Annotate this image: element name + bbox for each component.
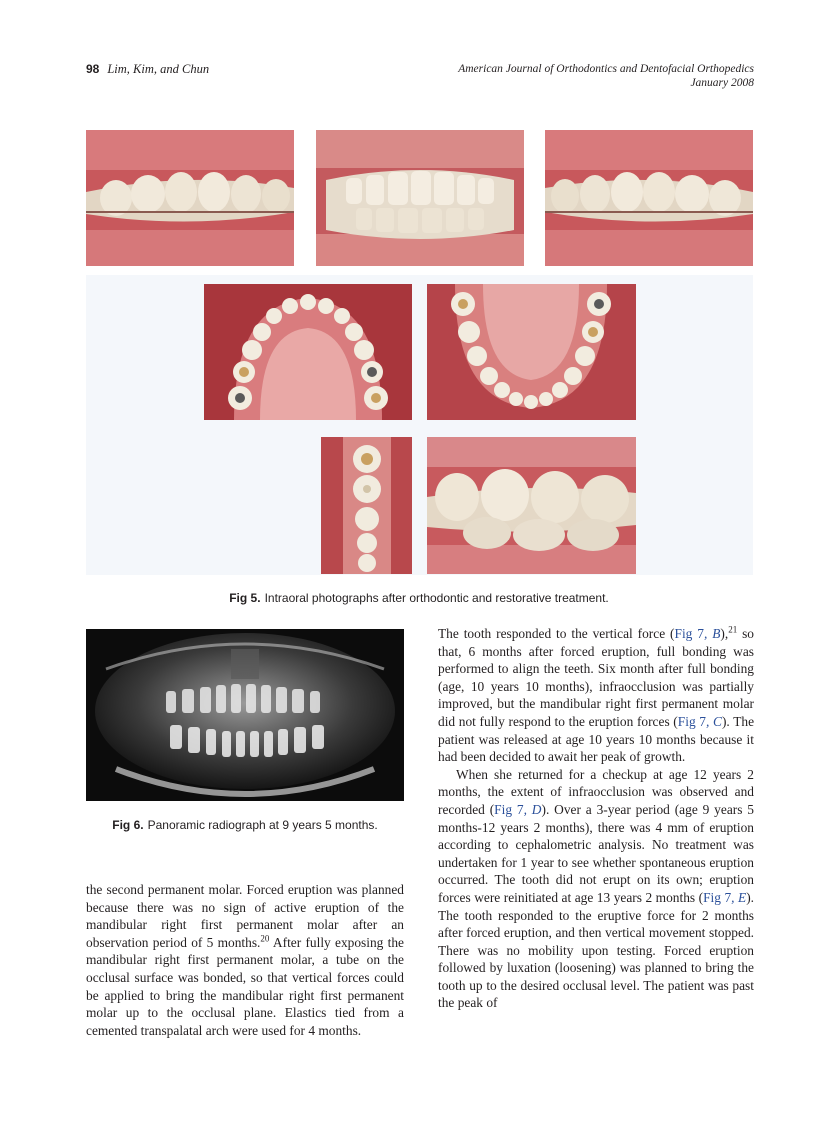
page-number: 98 [86, 62, 100, 76]
photo-frontal [316, 130, 524, 266]
figure6-panoramic-radiograph [86, 629, 404, 801]
figure5-plate-background [86, 275, 753, 575]
figure6-label: Fig 6. [112, 818, 144, 832]
citation-20[interactable]: 20 [260, 933, 270, 944]
figure5-caption [0, 591, 838, 605]
running-header-right [458, 62, 754, 90]
photo-right-buccal [86, 130, 294, 266]
figure-link-7e[interactable]: Fig 7, E [703, 889, 747, 905]
figure5-label: Fig 5. [229, 591, 261, 605]
paragraph: The tooth responded to the vertical force (Fig 7, B),$^{21}$ so that, 6 months after forced eruption, full bonding was performed to align the teeth. Six month after full bonding (age, 10 years 10 months), infraocclusion was partially improved, but the mandibular right first permanent molar did not fully respond to the eruption forces (Fig 7, C). The patient was released at age 10 years 10 months because it had been decided to await her peak of growth. [438, 624, 755, 765]
body-column-right [438, 625, 754, 1012]
photo-mandibular-right-closeup [321, 437, 412, 574]
figure5-caption-text: Intraoral photographs after orthodontic and restorative treatment. [264, 591, 609, 605]
photo-right-buccal-closeup [427, 437, 636, 574]
figure-link-7c[interactable]: Fig 7, C [677, 713, 722, 729]
issue-date: January 2008 [690, 77, 754, 89]
running-authors: Lim, Kim, and Chun [107, 62, 210, 76]
running-header-left [86, 62, 209, 77]
photo-left-buccal [545, 130, 753, 266]
figure6-caption [86, 818, 404, 832]
figure-link-7b[interactable]: Fig 7, B [674, 626, 721, 641]
photo-maxillary-occlusal [204, 284, 412, 420]
journal-title: American Journal of Orthodontics and Dentofacial Orthopedics [458, 63, 754, 75]
paragraph: When she returned for a checkup at age 12 years 2 months, the extent of infraocclusion was observed and recorded (Fig 7, D). Over a 3-year period (age 9 years 5 months-12 years 2 months), there was 4 mm of eruption according to cephalometric analysis. No treatment was undertaken for 1 year to see whether spontaneous eruption occurred. The tooth did not erupt on its own; eruption forces were reinitiated at age 13 years 2 months (Fig 7, E). The tooth responded to the eruptive force for 2 months after forced eruption, and then vertical movement stopped. There was no mobility upon testing. Forced eruption followed by luxation (loosening) was planned to bring the tooth up to the desired occlusal level. The patient was past the peak of [438, 766, 755, 1011]
figure-link-7d[interactable]: Fig 7, D [494, 801, 542, 817]
body-column-left [86, 881, 404, 1039]
photo-mandibular-occlusal [427, 284, 636, 420]
paragraph: the second permanent molar. Forced eruption was planned because there was no sign of active eruption of the mandibular right first permanent molar after an observation period of 5 months.$^{20}$ After fully exposing the mandibular right first permanent molar, a tube on the occlusal surface was bonded, so that vertical forces could be applied to bring the mandibular right first permanent molar up to the occlusal plane. Elastics tied from a cemented transpalatal arch were used for 4 months. [86, 882, 404, 1038]
figure6-caption-text: Panoramic radiograph at 9 years 5 months. [147, 818, 378, 832]
citation-21[interactable]: 21 [728, 624, 738, 635]
